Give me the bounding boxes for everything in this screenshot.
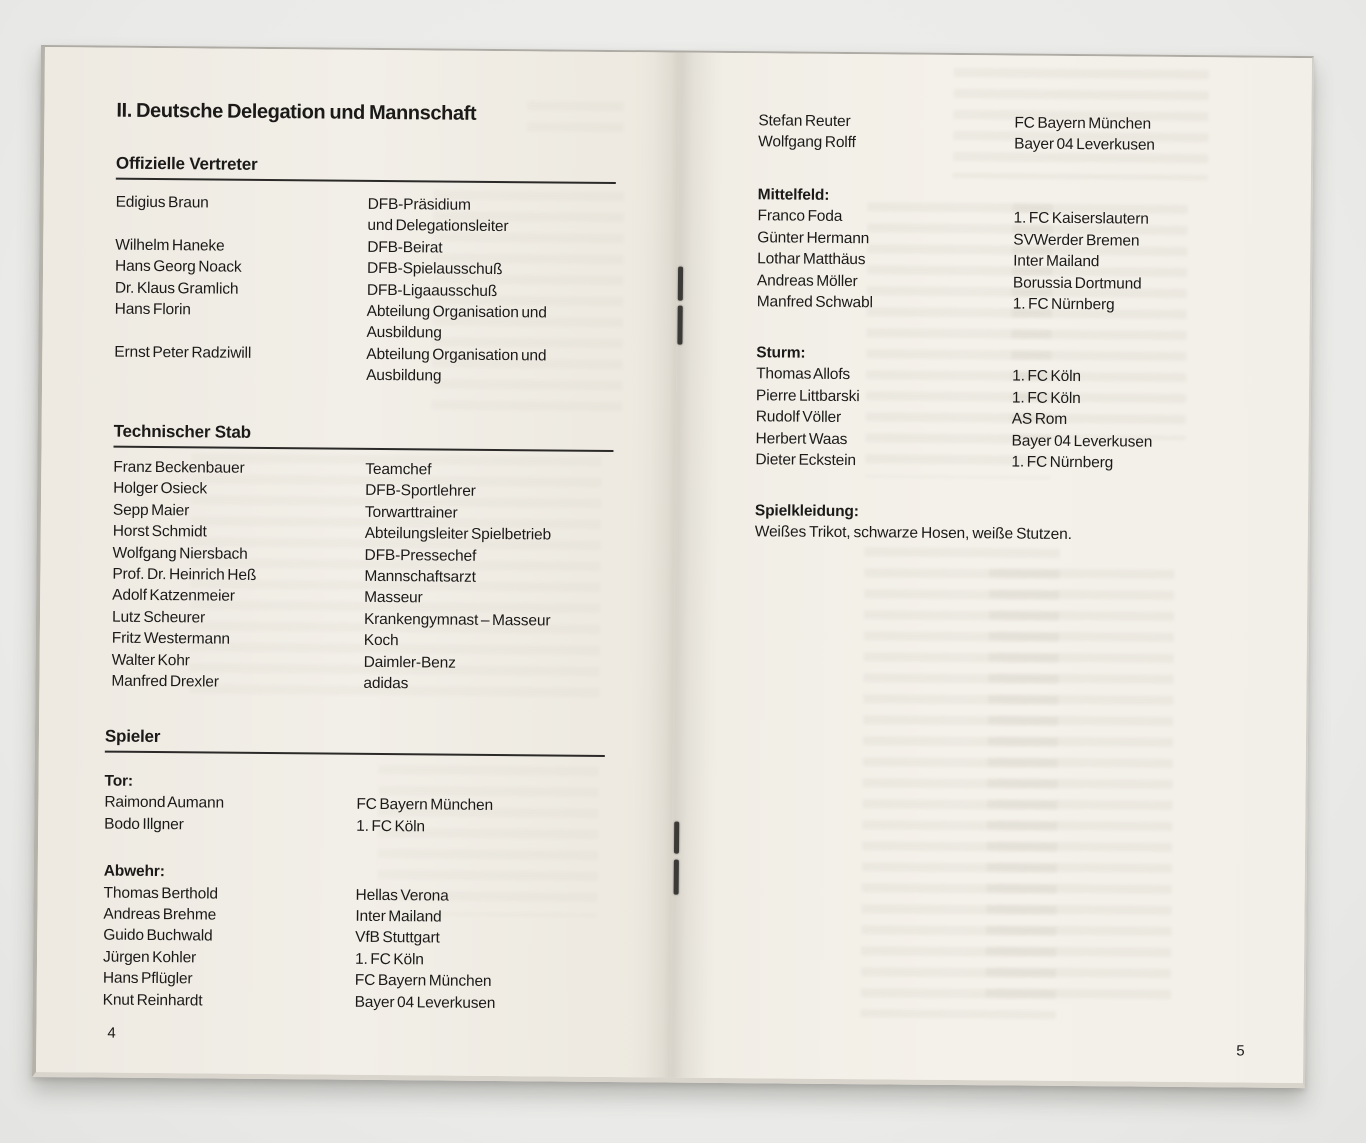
person-role: Abteilung Organisation und Ausbildung (366, 345, 547, 385)
person-role: DFB-Beirat (367, 238, 443, 257)
player-name: Thomas Berthold (103, 884, 218, 903)
person-name: Fritz Westermann (111, 629, 231, 648)
player-name: Rudolf Völler (755, 408, 842, 427)
person-name: Hans Georg Noack (114, 257, 242, 276)
person-name: Holger Osieck (113, 480, 208, 498)
person-name: Walter Kohr (111, 651, 190, 669)
person-name: Hans Florin (114, 300, 191, 319)
person-name: Prof. Dr. Heinrich Heß (112, 565, 257, 584)
person-name: Ernst Peter Radziwill (114, 343, 252, 362)
person-role: DFB-Spielausschuß (366, 260, 503, 279)
player-club: Borussia Dortmund (1012, 274, 1142, 293)
person-name: Sepp Maier (112, 501, 190, 520)
table-row (757, 291, 1297, 317)
page-title: II. Deutsche Delegation und Mannschaft (116, 99, 477, 125)
player-club: 1. FC Köln (354, 950, 424, 969)
section-spieler (103, 727, 650, 1016)
bleedthrough-ghost-text (986, 568, 1175, 1010)
player-club: FC Bayern München (1014, 114, 1152, 133)
player-name: Franco Foda (757, 207, 843, 226)
person-name: Horst Schmidt (112, 522, 207, 541)
player-name: Bodo Illgner (104, 815, 184, 834)
person-role: Masseur (364, 589, 423, 607)
section-rule (113, 446, 613, 452)
player-club: FC Bayern München (354, 972, 492, 991)
player-name: Jürgen Kohler (102, 948, 197, 967)
player-name: Stefan Reuter (758, 112, 851, 131)
player-club: Inter Mailand (355, 907, 442, 926)
person-role: Daimler-Benz (363, 653, 456, 672)
player-name: Thomas Allofs (756, 365, 851, 384)
page-number-left: 4 (107, 1024, 116, 1042)
bleedthrough-ghost-text (527, 101, 623, 138)
person-role: DFB-Pressechef (364, 546, 477, 565)
table-row (114, 299, 659, 347)
player-name: Lothar Matthäus (757, 250, 866, 269)
player-name: Hans Pflügler (102, 969, 193, 988)
table-row (111, 671, 656, 697)
table-row (104, 813, 649, 839)
page-right (670, 53, 1312, 1083)
person-role: Abteilungsleiter Spielbetrieb (364, 525, 552, 544)
person-name: Wilhelm Haneke (115, 236, 225, 255)
table-row (103, 989, 648, 1015)
staple-top-upper (678, 267, 683, 301)
player-name: Günter Hermann (757, 229, 870, 248)
person-name: Adolf Katzenmeier (112, 587, 235, 606)
player-name: Wolfgang Rolff (758, 133, 856, 152)
group-spielkleidung (755, 500, 1295, 548)
section-heading: Offizielle Vertreter (115, 153, 258, 174)
person-name: Lutz Scheurer (111, 608, 206, 627)
player-name: Dieter Eckstein (755, 451, 856, 470)
person-role: Mannschaftsarzt (364, 567, 476, 586)
group-label: Sturm: (756, 344, 806, 362)
player-name: Raimond Aumann (104, 793, 225, 813)
staple-top-lower (677, 306, 682, 345)
section-offizielle-vertreter (114, 154, 661, 389)
group-abwehr-continued (758, 110, 1298, 158)
section-rule (105, 751, 605, 757)
booklet (32, 45, 1314, 1088)
table-row (114, 341, 659, 389)
player-club: Inter Mailand (1013, 252, 1100, 271)
section-heading: Spieler (104, 726, 161, 747)
group-sturm (755, 342, 1296, 475)
person-name: Wolfgang Niersbach (112, 544, 248, 563)
group-label: Spielkleidung: (754, 502, 859, 521)
group-label: Abwehr: (103, 862, 165, 881)
player-club: Hellas Verona (355, 886, 449, 905)
page-left (36, 47, 679, 1077)
person-role: DFB-Ligaausschuß (366, 281, 498, 300)
staff-list (111, 457, 658, 697)
person-role: DFB-Präsidium und Delegationsleiter (367, 195, 509, 236)
person-role: adidas (363, 674, 409, 693)
person-role: Koch (363, 632, 399, 650)
player-club: AS Rom (1011, 410, 1068, 429)
player-name: Pierre Littbarski (755, 387, 860, 405)
person-name: Franz Beckenbauer (113, 458, 245, 477)
staple-bottom-lower (674, 860, 679, 895)
player-name: Knut Reinhardt (102, 991, 203, 1010)
player-name: Guido Buchwald (103, 927, 213, 945)
player-club: Bayer 04 Leverkusen (1011, 432, 1153, 451)
player-club: 1. FC Köln (1011, 389, 1081, 407)
bleedthrough-ghost-text (861, 547, 1060, 1019)
player-club: FC Bayern München (356, 796, 494, 815)
group-abwehr (103, 861, 649, 1016)
player-name: Andreas Brehme (103, 905, 217, 924)
person-role: Krankengymnast – Masseur (363, 610, 551, 630)
page-number-right: 5 (1236, 1042, 1245, 1060)
player-club: VfB Stuttgart (355, 929, 440, 947)
person-name: Manfred Drexler (111, 672, 219, 691)
player-name: Andreas Möller (756, 271, 858, 290)
person-role: Teamchef (365, 460, 432, 479)
player-club: Bayer 04 Leverkusen (1014, 135, 1155, 155)
group-mittelfeld (757, 184, 1298, 317)
player-club: 1. FC Nürnberg (1011, 453, 1114, 472)
person-name: Dr. Klaus Gramlich (114, 279, 239, 298)
player-club: SVWerder Bremen (1013, 231, 1140, 250)
player-name: Manfred Schwabl (756, 293, 873, 312)
spielkleidung-text: Weißes Trikot, schwarze Hosen, weiße Stutzen. (754, 523, 1072, 544)
table-row (115, 192, 660, 240)
group-label: Tor: (104, 772, 134, 790)
person-role: Torwarttrainer (364, 503, 458, 522)
player-name: Herbert Waas (755, 429, 848, 448)
person-name: Edigius Braun (115, 193, 209, 212)
table-row (758, 132, 1298, 158)
section-heading: Technischer Stab (113, 421, 251, 442)
player-club: 1. FC Köln (1012, 367, 1081, 386)
player-club: 1. FC Köln (356, 817, 426, 836)
staple-bottom-upper (674, 822, 679, 854)
section-technischer-stab (111, 422, 658, 697)
player-club: Bayer 04 Leverkusen (354, 993, 496, 1012)
officials-list (114, 192, 661, 389)
group-label: Mittelfeld: (757, 186, 830, 204)
table-row (755, 449, 1295, 475)
person-role: DFB-Sportlehrer (365, 482, 476, 501)
group-tor (104, 771, 650, 840)
section-rule (116, 178, 616, 184)
player-club: 1. FC Nürnberg (1012, 295, 1115, 314)
person-role: Abteilung Organisation und Ausbildung (366, 302, 547, 342)
player-club: 1. FC Kaiserslautern (1013, 209, 1149, 229)
